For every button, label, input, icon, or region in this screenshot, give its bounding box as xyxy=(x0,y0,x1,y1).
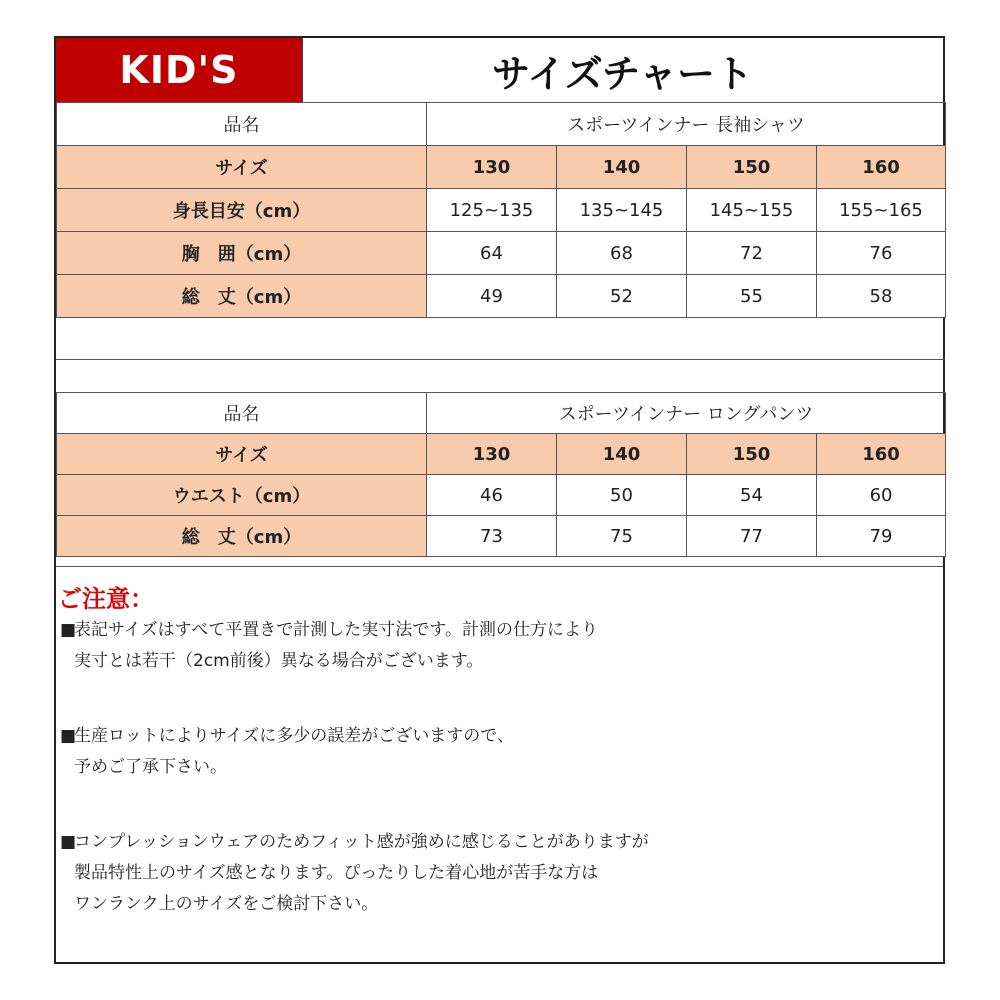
note-text: 実寸とは若干（2cm前後）異なる場合がございます。 xyxy=(74,651,484,671)
table-cell: 68 xyxy=(557,232,687,275)
size-header-row xyxy=(57,146,946,189)
table-cell: 75 xyxy=(557,516,687,557)
table-cell: 135~145 xyxy=(557,189,687,232)
row-label-length: 総 丈（cm） xyxy=(57,275,427,318)
table-row xyxy=(57,475,946,516)
size-label: サイズ xyxy=(57,434,427,475)
note-line xyxy=(60,615,598,646)
product-name: スポーツインナー 長袖シャツ xyxy=(427,103,946,146)
pants-size-table xyxy=(56,392,946,557)
product-name: スポーツインナー ロングパンツ xyxy=(427,393,946,434)
note-item xyxy=(60,615,598,677)
table-cell: 76 xyxy=(817,232,946,275)
size-header-row xyxy=(57,434,946,475)
table-cell: 58 xyxy=(817,275,946,318)
note-text: 生産ロットによりサイズに多少の誤差がございますので、 xyxy=(74,726,514,746)
shirt-size-table xyxy=(56,102,946,318)
size-160: 160 xyxy=(817,434,946,475)
row-label-waist: ウエスト（cm） xyxy=(57,475,427,516)
product-name-row xyxy=(57,393,946,434)
chart-header xyxy=(56,38,943,103)
table-cell: 52 xyxy=(557,275,687,318)
note-text: ワンランク上のサイズをご検討下さい。 xyxy=(74,894,379,914)
size-140: 140 xyxy=(557,434,687,475)
chart-title: サイズチャート xyxy=(491,51,754,96)
bullet: ■ xyxy=(60,620,77,640)
row-label-height: 身長目安（cm） xyxy=(57,189,427,232)
note-line xyxy=(60,827,649,858)
note-item xyxy=(60,827,649,920)
table-cell: 73 xyxy=(427,516,557,557)
notes-section xyxy=(56,566,943,914)
note-text: コンプレッションウェアのためフィット感が強めに感じることがありますが xyxy=(74,832,649,852)
table-separator xyxy=(56,359,945,360)
table-cell: 155~165 xyxy=(817,189,946,232)
table-cell: 145~155 xyxy=(687,189,817,232)
note-text: 表記サイズはすべて平置きで計測した実寸法です。計測の仕方により xyxy=(74,620,598,640)
table-cell: 54 xyxy=(687,475,817,516)
table-cell: 125~135 xyxy=(427,189,557,232)
table-cell: 72 xyxy=(687,232,817,275)
table-cell: 46 xyxy=(427,475,557,516)
size-160: 160 xyxy=(817,146,946,189)
table-row xyxy=(57,189,946,232)
size-chart-frame xyxy=(54,36,945,964)
product-name-label: 品名 xyxy=(57,103,427,146)
note-text: 予めご了承下さい。 xyxy=(74,757,227,777)
size-140: 140 xyxy=(557,146,687,189)
table-row xyxy=(57,275,946,318)
size-130: 130 xyxy=(427,146,557,189)
table-row xyxy=(57,516,946,557)
table-cell: 50 xyxy=(557,475,687,516)
table-cell: 60 xyxy=(817,475,946,516)
bullet: ■ xyxy=(60,726,77,746)
size-150: 150 xyxy=(687,146,817,189)
product-name-label: 品名 xyxy=(57,393,427,434)
table-row xyxy=(57,232,946,275)
row-label-length: 総 丈（cm） xyxy=(57,516,427,557)
table-cell: 64 xyxy=(427,232,557,275)
note-item xyxy=(60,721,514,783)
note-line xyxy=(60,721,514,752)
bullet: ■ xyxy=(60,832,77,852)
kids-badge: KID'S xyxy=(56,38,303,102)
table-cell: 49 xyxy=(427,275,557,318)
row-label-chest: 胸 囲（cm） xyxy=(57,232,427,275)
size-130: 130 xyxy=(427,434,557,475)
product-name-row xyxy=(57,103,946,146)
table-cell: 55 xyxy=(687,275,817,318)
size-150: 150 xyxy=(687,434,817,475)
table-cell: 79 xyxy=(817,516,946,557)
size-label: サイズ xyxy=(57,146,427,189)
note-text: 製品特性上のサイズ感となります。ぴったりした着心地が苦手な方は xyxy=(74,863,599,883)
table-cell: 77 xyxy=(687,516,817,557)
notes-title: ご注意： xyxy=(58,585,154,613)
